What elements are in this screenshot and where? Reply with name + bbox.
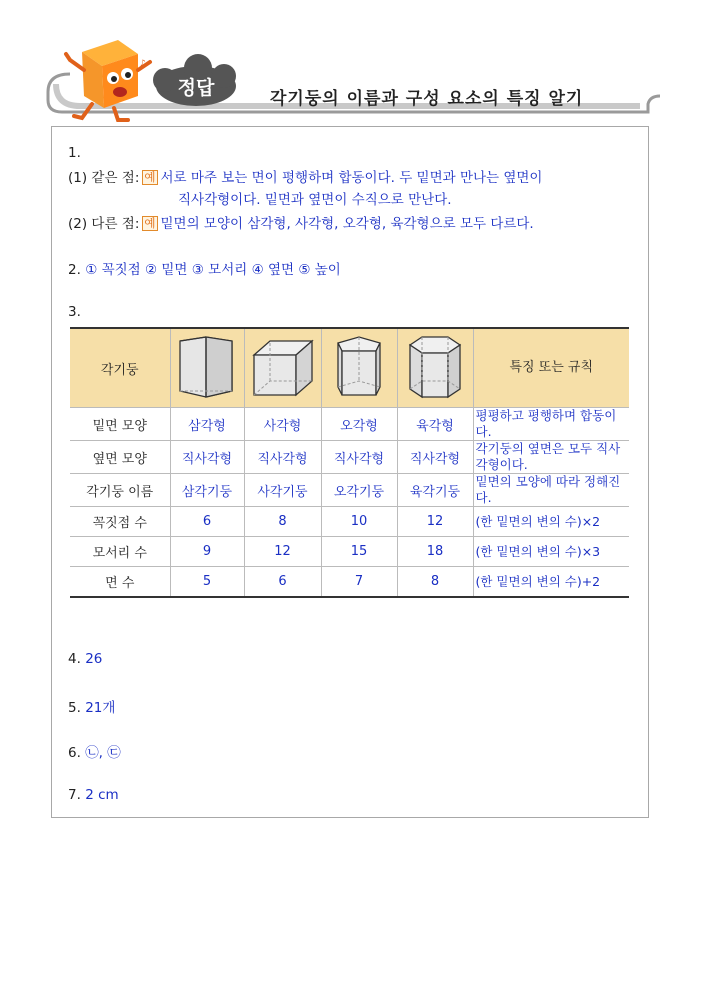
header-rule-label: 특징 또는 규칙 (473, 328, 629, 408)
q1-same-line (68, 166, 542, 186)
prism-table (70, 327, 629, 598)
table-header-row (70, 328, 629, 408)
row-label: 모서리 수 (70, 537, 170, 567)
row-label: 각기둥 이름 (70, 474, 170, 507)
q1-diff-label: (2) 다른 점: (68, 216, 140, 232)
example-mark-icon: 예 (144, 216, 156, 230)
table-cell: 12 (397, 507, 473, 537)
row-label: 면 수 (70, 567, 170, 598)
row-label: 꼭짓점 수 (70, 507, 170, 537)
svg-text:♪: ♪ (140, 59, 146, 69)
table-cell: 10 (321, 507, 397, 537)
q2-number: 2. (68, 262, 81, 278)
page-header (0, 0, 706, 130)
table-cell: 삼각형 (170, 408, 244, 441)
q3-number: 3. (68, 304, 81, 320)
pentagonal-prism-icon (324, 333, 394, 403)
pentagonal-prism-cell (321, 328, 397, 408)
q4-number: 4. (68, 651, 81, 667)
square-prism-icon (248, 333, 318, 403)
q6-number: 6. (68, 745, 81, 761)
q2-answer: ① 꼭짓점 ② 밑면 ③ 모서리 ④ 옆면 ⑤ 높이 (85, 262, 341, 278)
hexagonal-prism-cell (397, 328, 473, 408)
q1-number: 1. (68, 145, 81, 161)
table-cell: 12 (244, 537, 321, 567)
triangular-prism-cell (170, 328, 244, 408)
row-note: 평평하고 평행하며 합동이다. (473, 408, 629, 441)
q5-number: 5. (68, 700, 81, 716)
page-title: 각기둥의 이름과 구성 요소의 특징 알기 (270, 89, 584, 109)
q1-diff-line (68, 212, 534, 232)
table-cell: 6 (170, 507, 244, 537)
q5-line (68, 696, 115, 716)
table-row (70, 474, 629, 507)
header-decoration (0, 0, 706, 130)
table-row (70, 408, 629, 441)
q7-number: 7. (68, 787, 81, 803)
table-cell: 직사각형 (244, 441, 321, 474)
square-prism-cell (244, 328, 321, 408)
q4-line (68, 651, 102, 667)
row-note: (한 밑면의 변의 수)×3 (473, 537, 629, 567)
q4-answer: 26 (85, 651, 103, 667)
q1-same-text-2: 직사각형이다. 밑면과 옆면이 수직으로 만난다. (178, 192, 452, 208)
example-mark-icon: 예 (144, 170, 156, 184)
table-row (70, 441, 629, 474)
table-cell: 사각형 (244, 408, 321, 441)
q6-line (68, 741, 121, 761)
q2-line (68, 258, 341, 278)
table-cell: 사각기둥 (244, 474, 321, 507)
q1-same-text-1: 서로 마주 보는 면이 평행하며 합동이다. 두 밑면과 만나는 옆면이 (160, 170, 543, 186)
table-row (70, 537, 629, 567)
table-cell: 15 (321, 537, 397, 567)
table-cell: 삼각기둥 (170, 474, 244, 507)
table-cell: 6 (244, 567, 321, 598)
row-note: (한 밑면의 변의 수)×2 (473, 507, 629, 537)
q1-diff-text: 밑면의 모양이 삼각형, 사각형, 오각형, 육각형으로 모두 다르다. (160, 216, 534, 232)
table-cell: 8 (397, 567, 473, 598)
table-cell: 오각기둥 (321, 474, 397, 507)
table-cell: 18 (397, 537, 473, 567)
q1-same-label: (1) 같은 점: (68, 170, 140, 186)
table-cell: 직사각형 (321, 441, 397, 474)
q7-answer: 2 cm (85, 787, 119, 803)
row-label: 밑면 모양 (70, 408, 170, 441)
row-note: 각기둥의 옆면은 모두 직사각형이다. (473, 441, 629, 474)
table-cell: 8 (244, 507, 321, 537)
q5-answer: 21개 (85, 700, 116, 716)
triangular-prism-icon (172, 333, 242, 403)
table-row (70, 567, 629, 598)
table-row (70, 507, 629, 537)
table-cell: 5 (170, 567, 244, 598)
q6-answer: ㉡, ㉢ (85, 745, 121, 761)
table-cell: 육각형 (397, 408, 473, 441)
row-note: 밑면의 모양에 따라 정해진다. (473, 474, 629, 507)
q7-line (68, 787, 119, 803)
answer-badge-label: 정답 (177, 77, 215, 99)
table-cell: 7 (321, 567, 397, 598)
table-cell: 9 (170, 537, 244, 567)
table-cell: 직사각형 (170, 441, 244, 474)
row-label: 옆면 모양 (70, 441, 170, 474)
table-cell: 직사각형 (397, 441, 473, 474)
table-cell: 오각형 (321, 408, 397, 441)
row-note: (한 밑면의 변의 수)+2 (473, 567, 629, 598)
hexagonal-prism-icon (400, 333, 470, 403)
table-cell: 육각기둥 (397, 474, 473, 507)
header-prism-label: 각기둥 (70, 328, 170, 408)
